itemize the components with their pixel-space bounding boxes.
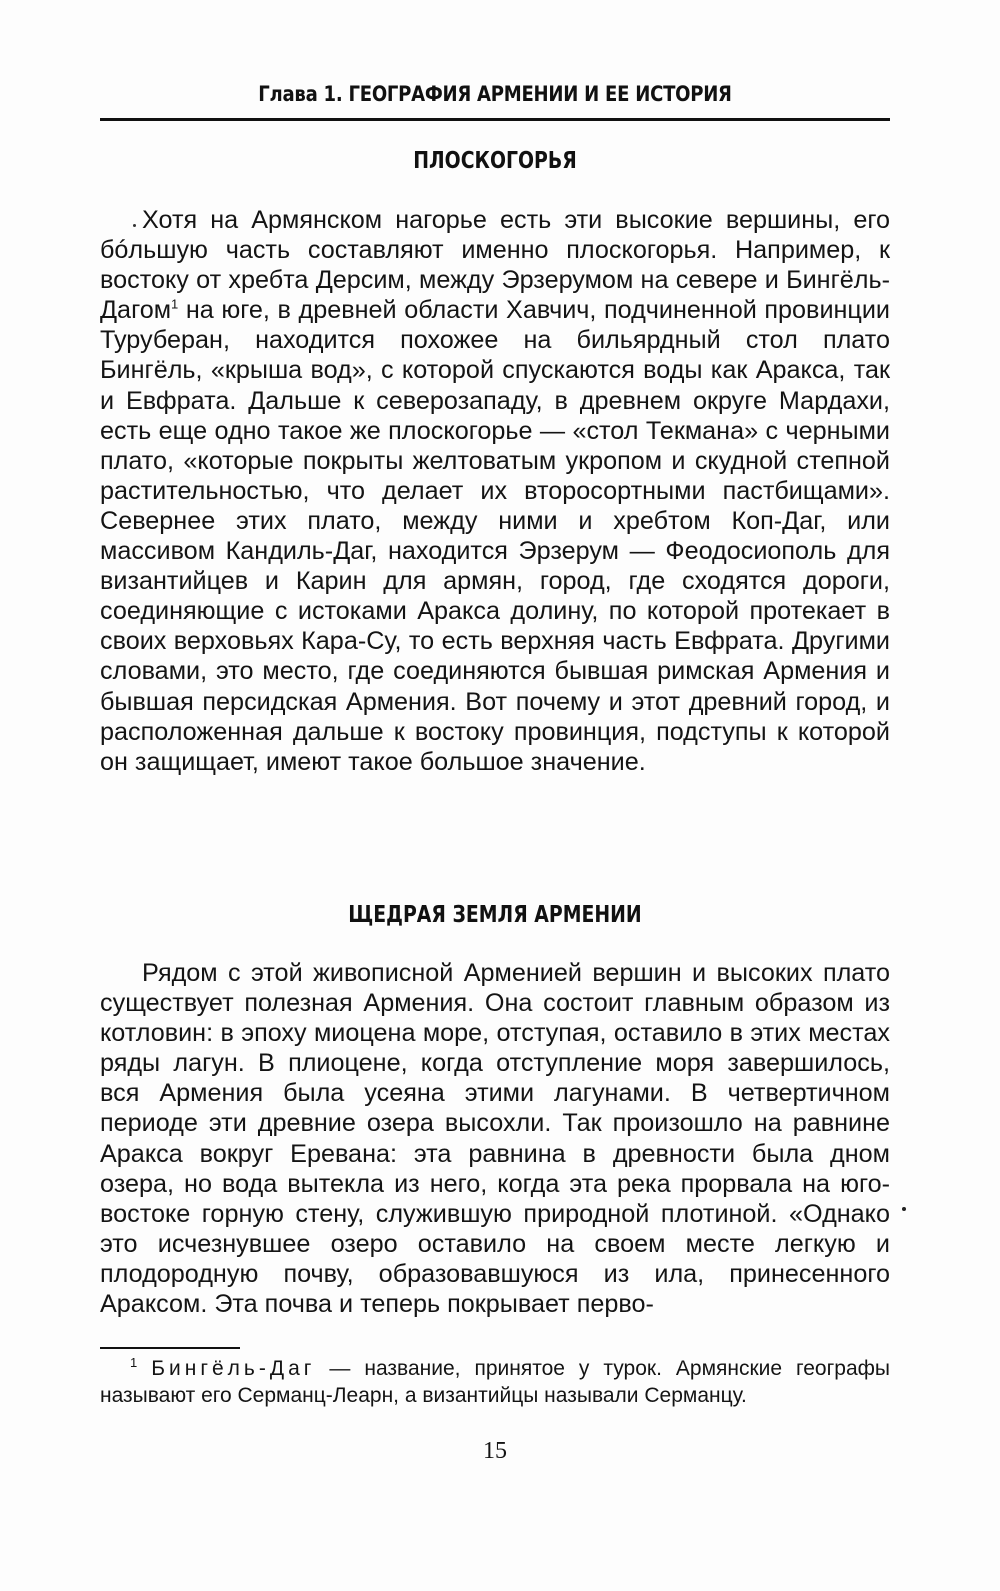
- header-rule: [100, 118, 890, 121]
- footnote-text: — название, принятое у турок. Армянские географы называют его Серманц-Леарн, а византийцы называли Серманцу.: [100, 1357, 890, 1407]
- paragraph-text: Хотя на Армянском нагорье есть эти высокие вершины, его бóльшую часть составляют именно плоскогорья. Например, к востоку от хребта Дерсим, между Эрзерумом на севере и Бингёль-Дагом: [100, 206, 890, 325]
- paragraph-plateaus: [100, 205, 890, 777]
- footnote-rule: [100, 1347, 240, 1349]
- paragraph-generous-land: Рядом с этой живописной Арменией вершин и высоких плато существует полезная Армения. Она состоит главным образом из котловин: в эпоху миоцена море, отступая, оставило в этих местах ряды лагун. В плиоцене, когда отступление моря завершилось, вся Армения была усеяна этими лагунами. В четвертичном периоде эти древние озера высохли. Так произошло на равнине Аракса вокруг Еревана: эта равнина в древности была дном озера, но вода вытекла из него, когда эта река прорвала на юго-востоке горную стену, служившую природной плотиной. «Однако это исчезнувшее озеро оставило на своем месте легкую и плодородную почву, образовавшуюся из ила, принесенного Араксом. Эта почва и теперь покрывает перво-: [100, 959, 890, 1319]
- section-title-plateaus: ПЛОСКОГОРЬЯ: [413, 148, 577, 174]
- print-speck: [902, 1207, 906, 1211]
- section-title-generous-land: ЩЕДРАЯ ЗЕМЛЯ АРМЕНИИ: [348, 902, 642, 928]
- footnote-marker[interactable]: 1: [171, 296, 179, 312]
- footnote-number: 1: [130, 1355, 138, 1370]
- footnote: [100, 1355, 890, 1409]
- footnote-term: Бингёль-Даг: [151, 1357, 316, 1380]
- running-head: Глава 1. ГЕОГРАФИЯ АРМЕНИИ И ЕЕ ИСТОРИЯ: [258, 82, 732, 106]
- paragraph-text: на юге, в древней области Хавчич, подчиненной провинции Туруберан, находится похожее на бильярдный стол плато Бингёль, «крыша вод», с которой спускаются воды как Аракса, так и Евфрата. Дальше к северозападу, в древнем округе Мардахи, есть еще одно такое же плоскогорье — «стол Текмана» с черными плато, «которые покрыты желтоватым укропом и скудной степной растительностью, что делает их второсортными пастбищами». Севернее этих плато, между ними и хребтом Коп-Даг, или массивом Кандиль-Даг, находится Эрзерум — Феодосиополь для византийцев и Карин для армян, город, где сходятся дороги, соединяющие с истоками Аракса долину, по которой протекает в своих верховьях Кара-Су, то есть верхняя часть Евфрата. Другими словами, это место, где соединяются бывшая римская Армения и бывшая персидская Армения. Вот почему и этот древний город, и расположенная дальше к востоку провинция, подступы к которой он защищает, имеют такое большое значение.: [100, 296, 890, 776]
- page-number: 15: [483, 1438, 507, 1464]
